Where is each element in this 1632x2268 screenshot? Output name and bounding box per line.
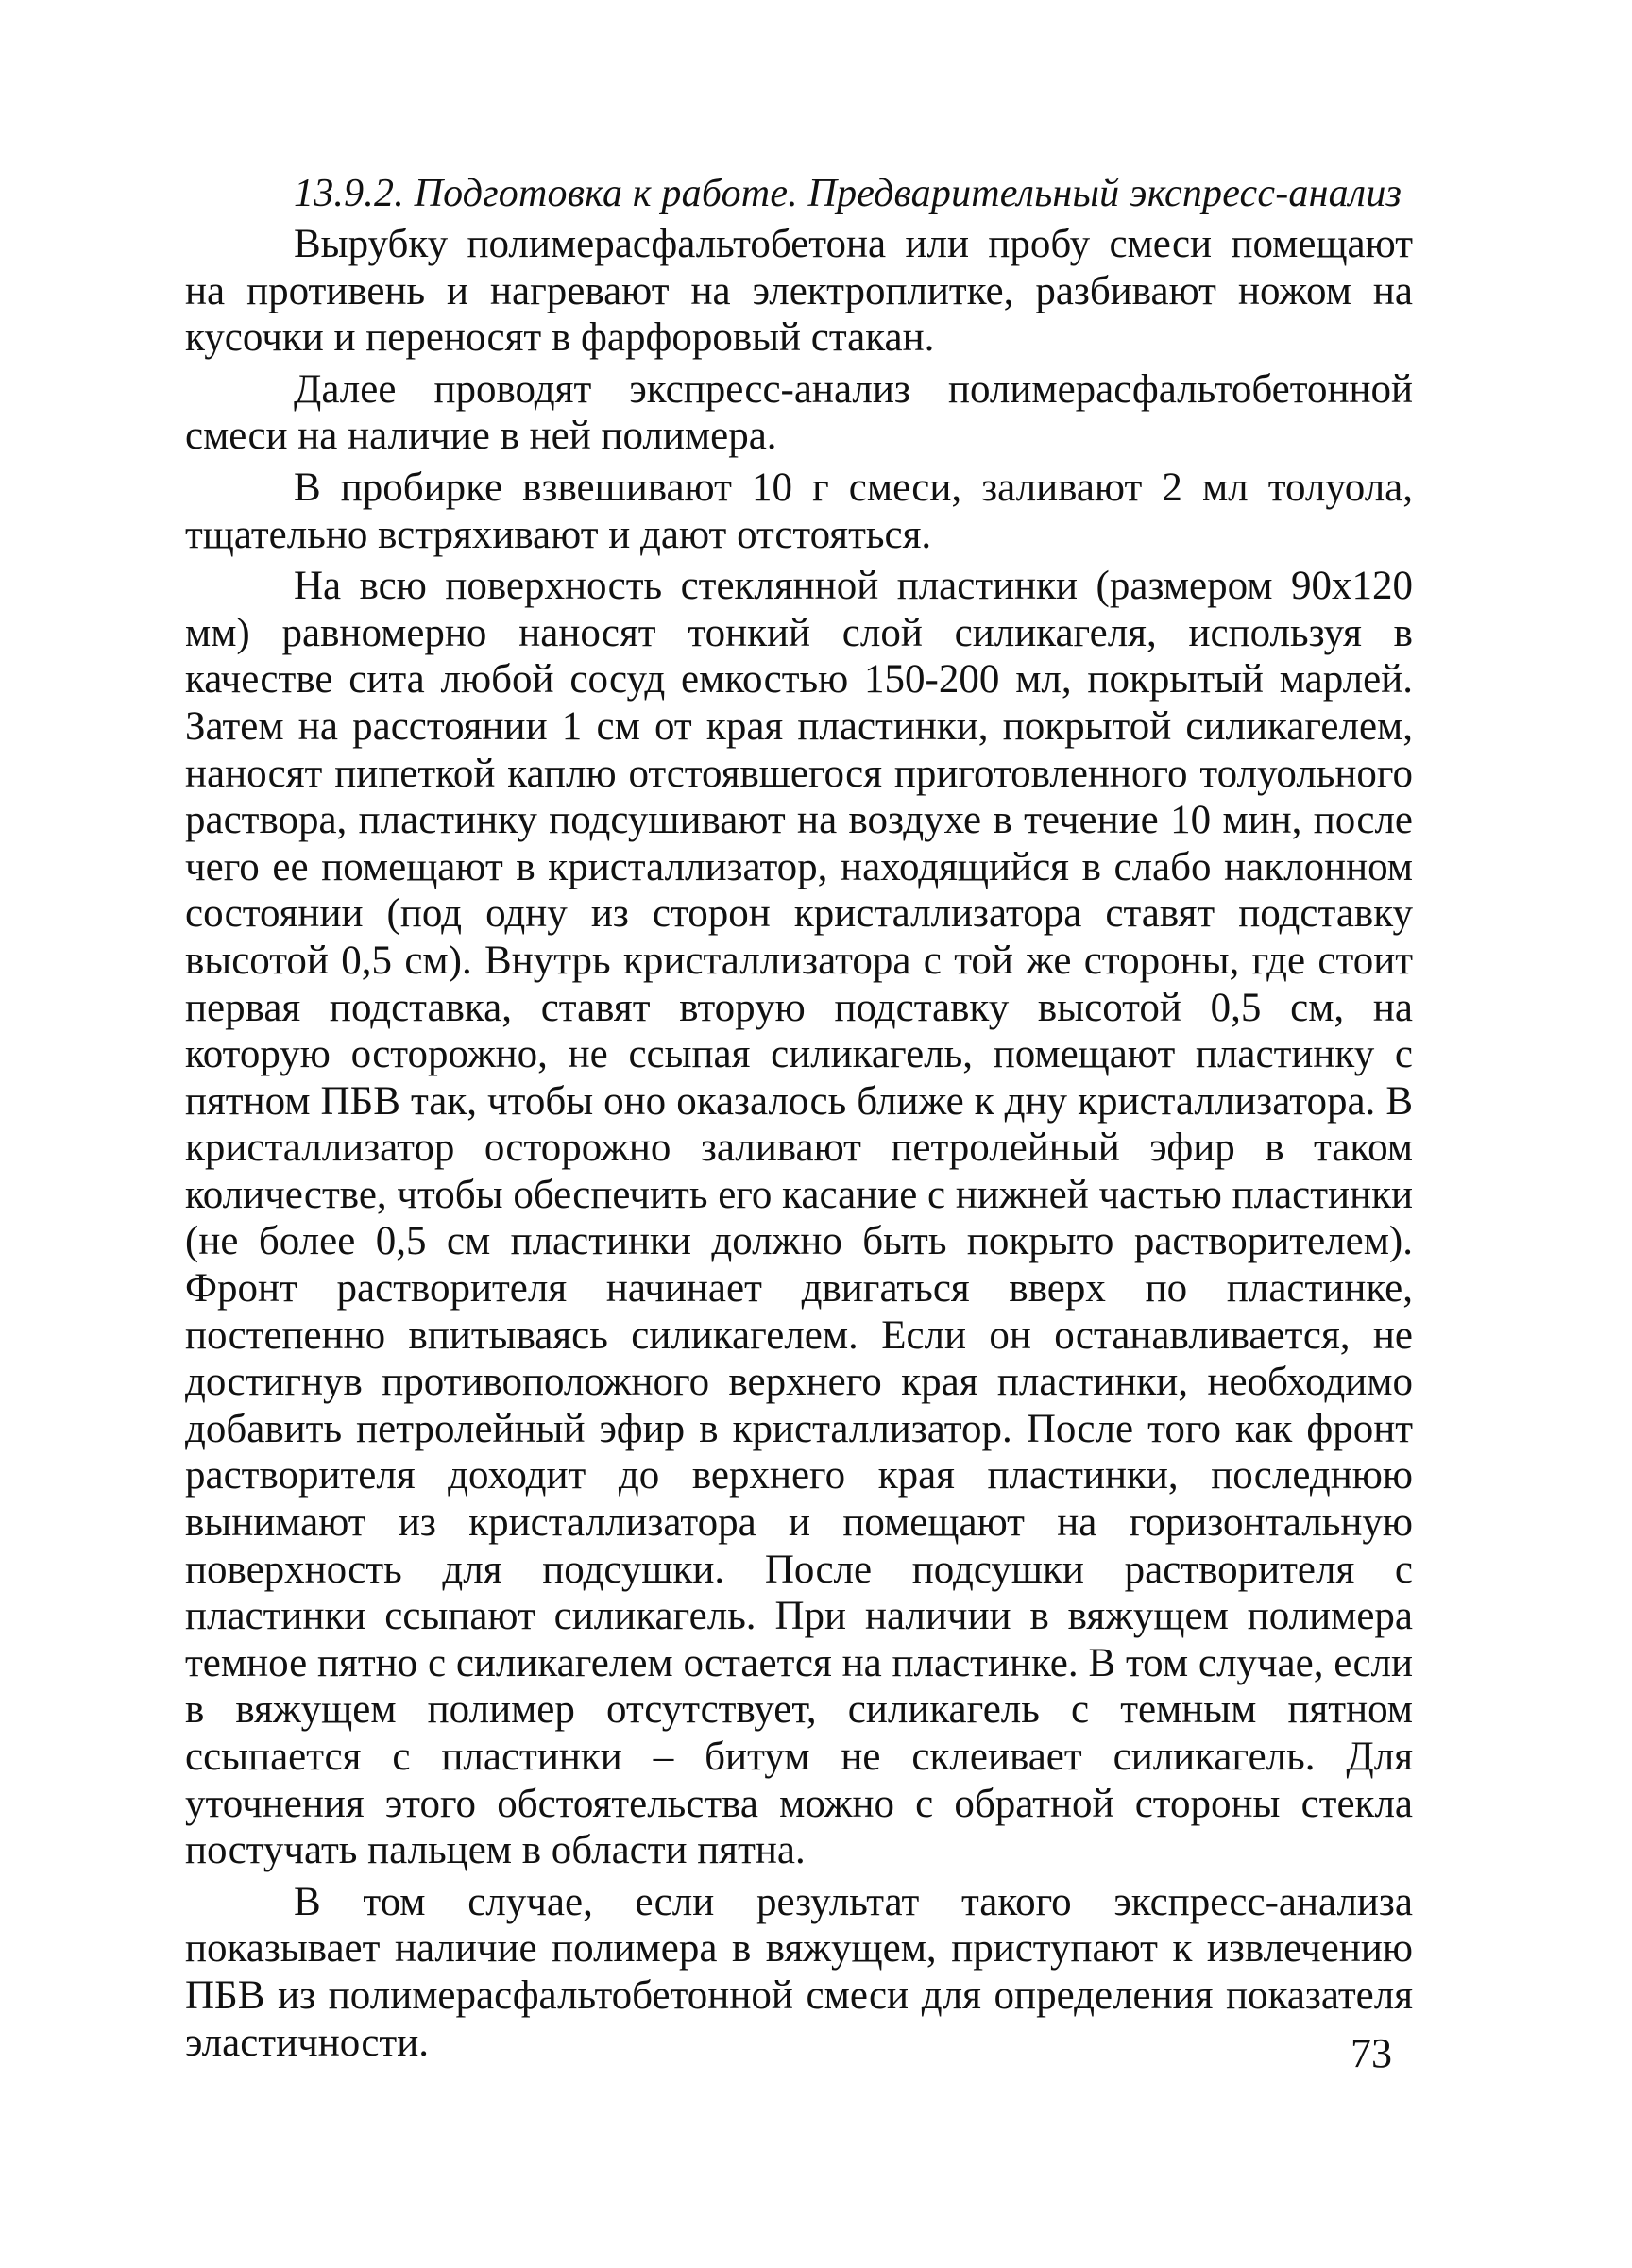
page-body bbox=[185, 170, 1413, 2066]
paragraph-3: В пробирке взвешивают 10 г смеси, заливают 2 мл толуола, тщательно встряхивают и дают отстояться. bbox=[185, 465, 1413, 557]
page-number: 73 bbox=[1351, 2030, 1392, 2076]
paragraph-4: На всю поверхность стеклянной пластинки (размером 90х120 мм) равномерно наносят тонкий слой силикагеля, используя в качестве сита любой сосуд емкостью 150-200 мл, покрытый марлей. Затем на расстоянии 1 см от края пластинки, покрытой силикагелем, наносят пипеткой каплю отстоявшегося приготовленного толуольного раствора, пластинку подсушивают на воздухе в течение 10 мин, после чего ее помещают в кристаллизатор, находящийся в слабо наклонном состоянии (под одну из сторон кристаллизатора ставят подставку высотой 0,5 см). Внутрь кристаллизатора с той же стороны, где стоит первая подставка, ставят вторую подставку высотой 0,5 см, на которую осторожно, не ссыпая силикагель, помещают пластинку с пятном ПБВ так, чтобы оно оказалось ближе к дну кристаллизатора. В кристаллизатор осторожно заливают петролейный эфир в таком количестве, чтобы обеспечить его касание с нижней частью пластинки (не более 0,5 см пластинки должно быть покрыто растворителем). Фронт растворителя начинает двигаться вверх по пластинке, постепенно впитываясь силикагелем. Если он останавливается, не достигнув противоположного верхнего края пластинки, необходимо добавить петролейный эфир в кристаллизатор. После того как фронт растворителя доходит до верхнего края пластинки, последнюю вынимают из кристаллизатора и помещают на горизонтальную поверхность для подсушки. После подсушки растворителя с пластинки ссыпают силикагель. При наличии в вяжущем полимера темное пятно с силикагелем остается на пластинке. В том случае, если в вяжущем полимер отсутствует, силикагель с темным пятном ссыпается с пластинки – битум не склеивает силикагель. Для уточнения этого обстоятельства можно с обратной стороны стекла постучать пальцем в области пятна. bbox=[185, 564, 1413, 1873]
section-heading: 13.9.2. Подготовка к работе. Предварительный экспресс-анализ bbox=[294, 172, 1402, 215]
paragraph-5: В том случае, если результат такого экспресс-анализа показывает наличие полимера в вяжущем, приступают к извлечению ПБВ из полимерасфальтобетонной смеси для определения показателя эластичности. bbox=[185, 1879, 1413, 2065]
paragraph-1: Вырубку полимерасфальтобетона или пробу смеси помещают на противень и нагревают на электроплитке, разбивают ножом на кусочки и переносят в фарфоровый стакан. bbox=[185, 222, 1413, 361]
paragraph-2: Далее проводят экспресс-анализ полимерасфальтобетонной смеси на наличие в ней полимера. bbox=[185, 366, 1413, 459]
